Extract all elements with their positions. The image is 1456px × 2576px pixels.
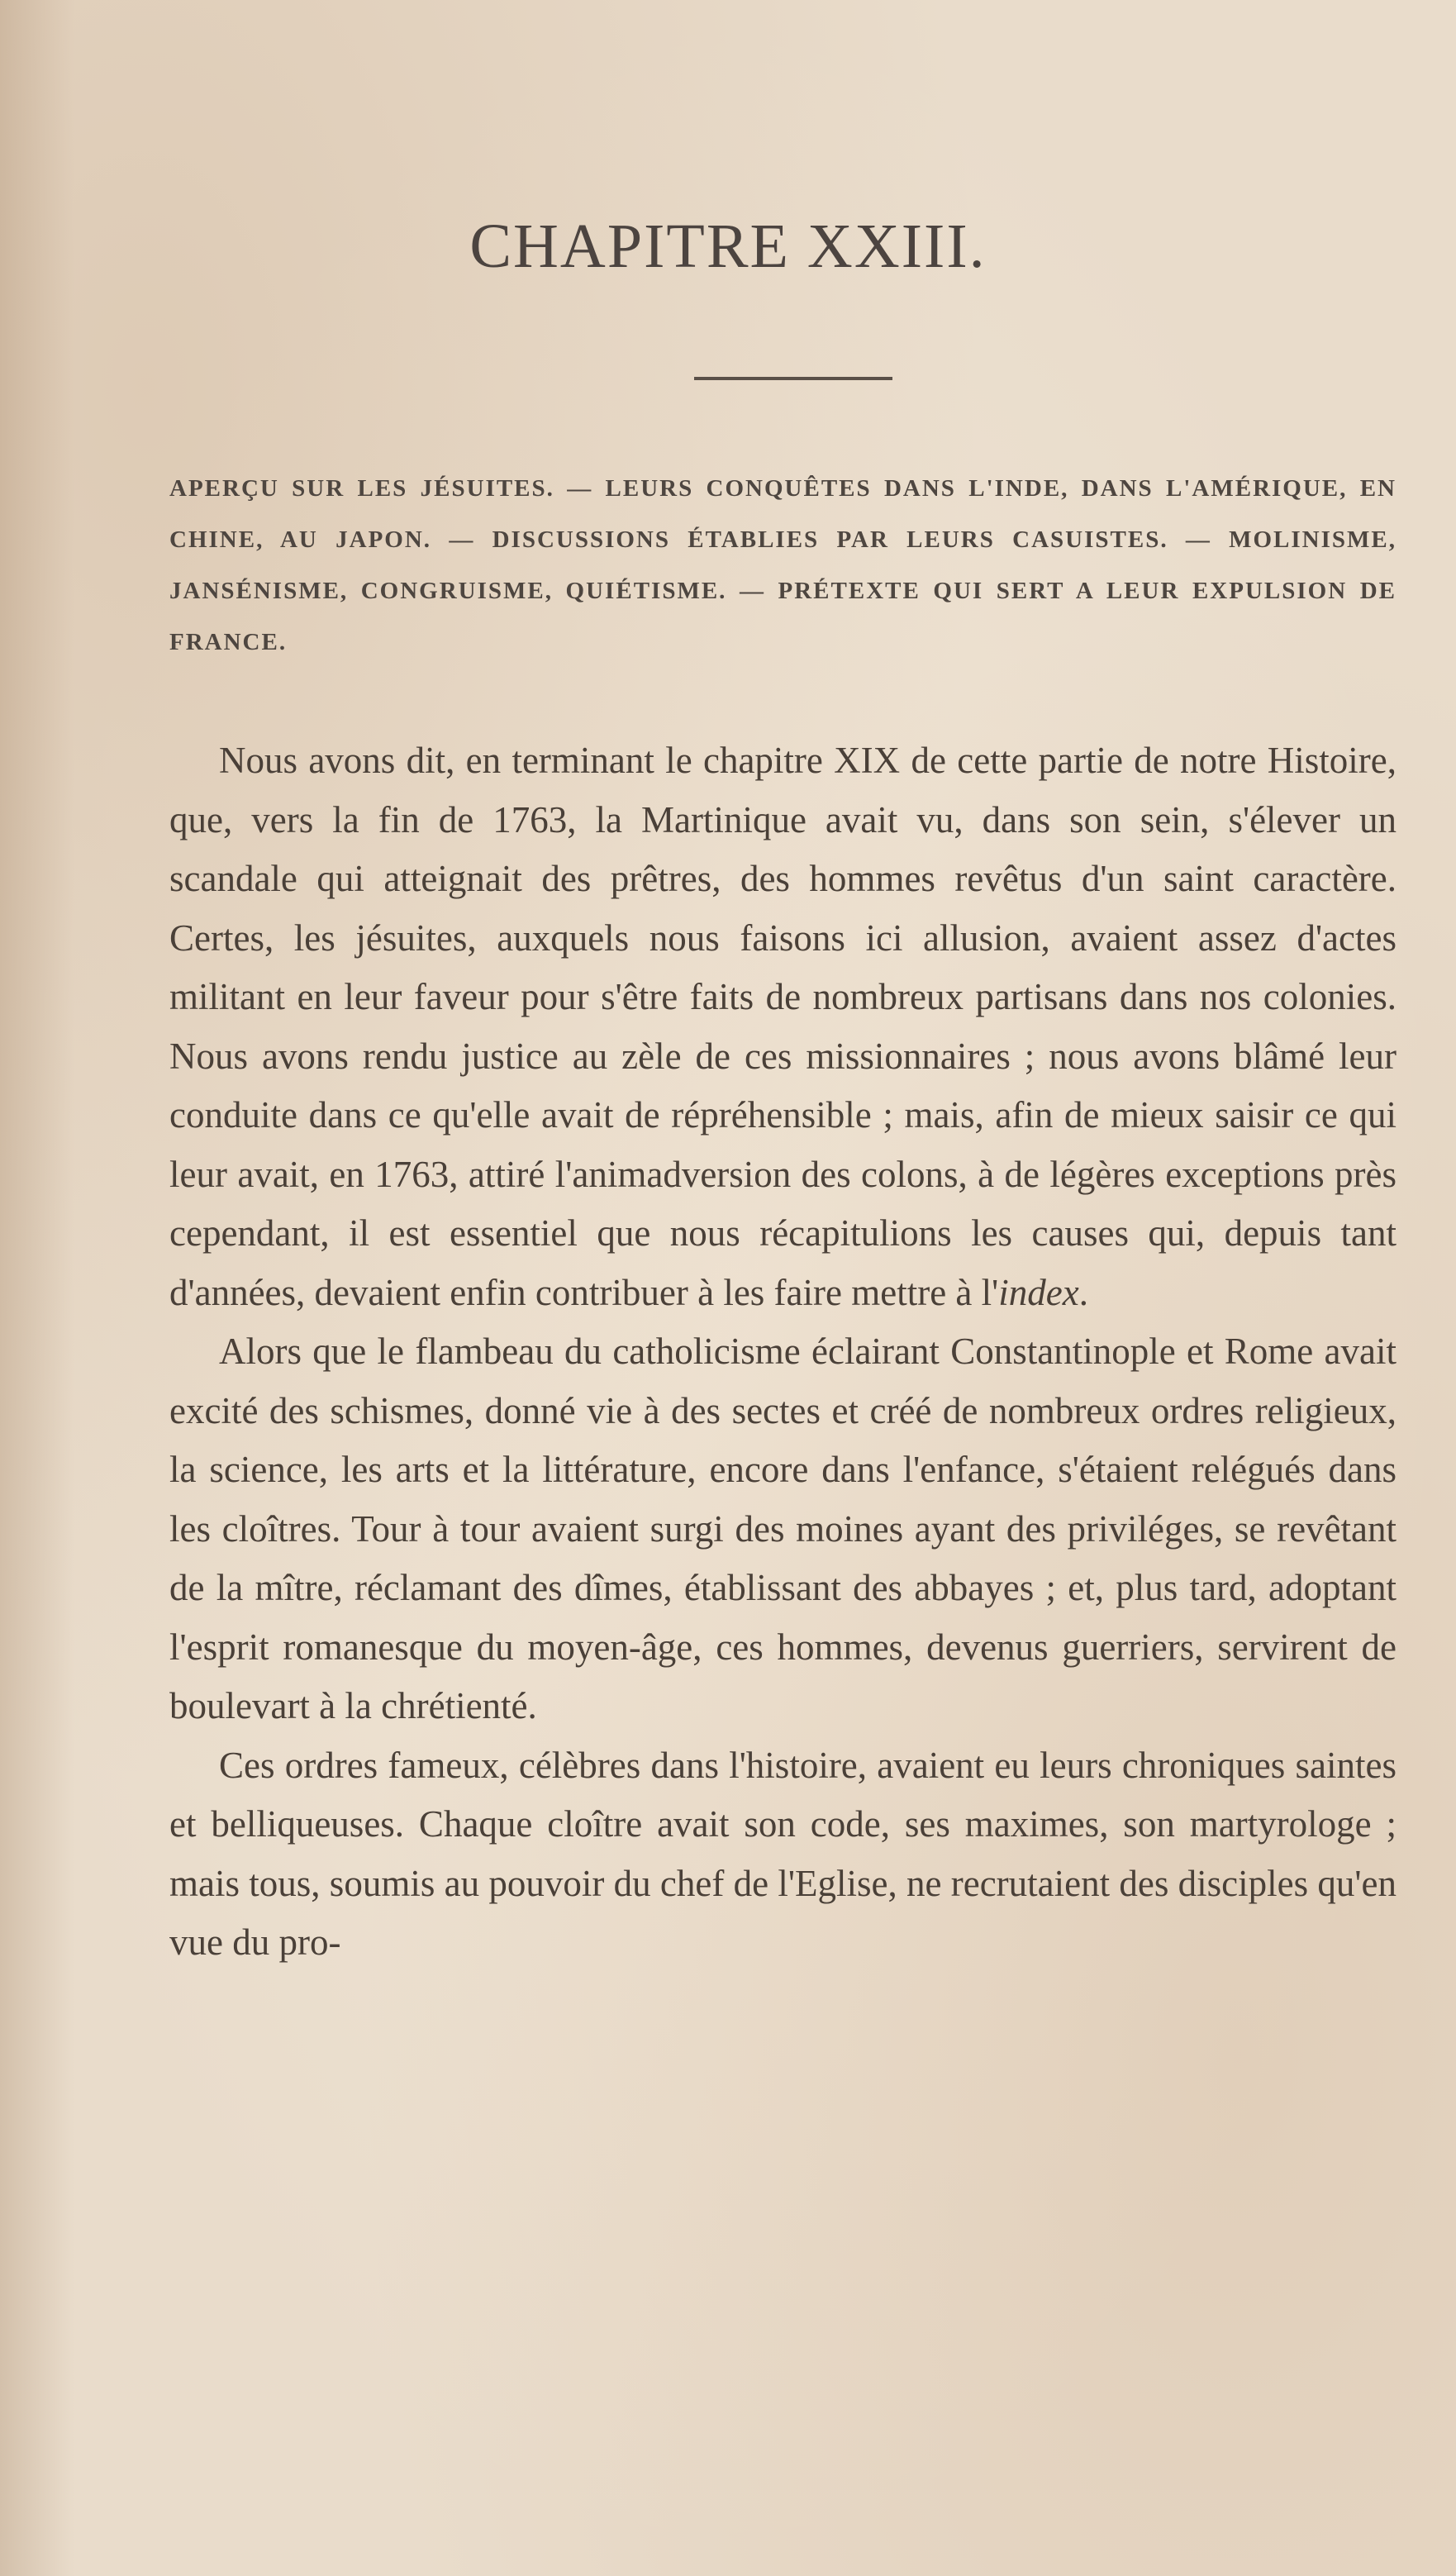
paragraph-2: Alors que le flambeau du catholicisme éclairant Constantinople et Rome avait excité des schismes, donné vie à des sectes et créé de nombreux ordres religieux, la science, les arts et la littérature, encore dans l'enfance, s'étaient relégués dans les cloîtres. Tour à tour avaient surgi des moines ayant des priviléges, se revêtant de la mître, réclamant des dîmes, établissant des abbayes ; et, plus tard, adoptant l'esprit romanesque du moyen-âge, ces hommes, devenus guerriers, servirent de boulevart à la chrétienté.: [169, 1331, 1397, 1726]
chapter-summary: APERÇU SUR LES JÉSUITES. — LEURS CONQUÊTES DANS L'INDE, DANS L'AMÉRIQUE, EN CHINE, AU JAPON. — DISCUSSIONS ÉTABLIES PAR LEURS CASUISTES. — MOLINISME, JANSÉNISME, CONGRUISME, QUIÉTISME. — PRÉTEXTE QUI SERT A LEUR EXPULSION DE FRANCE.: [169, 475, 1397, 655]
paragraph-1-italic: index: [998, 1271, 1079, 1313]
chapter-title: CHAPITRE XXIII.: [469, 212, 987, 281]
paragraph-1-end: .: [1078, 1271, 1088, 1313]
paragraph-1: [169, 731, 1397, 1322]
paragraph-3: Ces ordres fameux, célèbres dans l'histoire, avaient eu leurs chroniques saintes et belliqueuses. Chaque cloître avait son code, ses maximes, son martyrologe ; mais tous, soumis au pouvoir du chef de l'Eglise, ne recrutaient des disciples qu'en vue du pro-: [169, 1744, 1397, 1963]
title-rule: [694, 377, 892, 380]
chapter-body: [169, 731, 1397, 1973]
paragraph-1-text: Nous avons dit, en terminant le chapitre XIX de cette partie de notre Histoire, que, vers la fin de 1763, la Martinique avait vu, dans son sein, s'élever un scandale qui atteignait des prêtres, des hommes revêtus d'un saint caractère. Certes, les jésuites, auxquels nous faisons ici allusion, avaient assez d'actes militant en leur faveur pour s'être faits de nombreux partisans dans nos colonies. Nous avons rendu justice au zèle de ces missionnaires ; nous avons blâmé leur conduite dans ce qu'elle avait de répréhensible ; mais, afin de mieux saisir ce qui leur avait, en 1763, attiré l'animadversion des colons, à de légères exceptions près cependant, il est essentiel que nous récapitulions les causes qui, depuis tant d'années, devaient enfin contribuer à les faire mettre à l': [169, 740, 1397, 1313]
page-gutter-shadow: [0, 0, 74, 2576]
